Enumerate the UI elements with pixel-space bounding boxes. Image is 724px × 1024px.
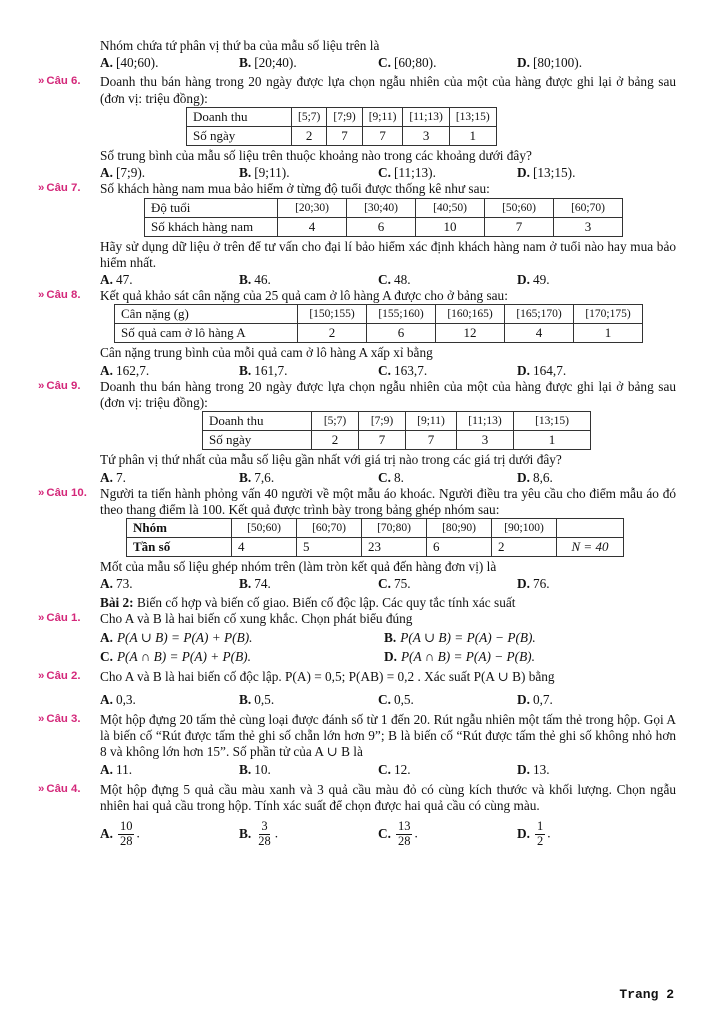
question-text: Người ta tiến hành phỏng vấn 40 người về một mẫu áo khoác. Người điều tra yêu cầu cho điểm mẫu áo đó theo thang điểm là 100. Kết quả được trình bày trong bảng ghép nhóm sau:: [100, 485, 676, 517]
fraction: $\frac{3}{28}$: [258, 819, 271, 848]
question-10: [0, 486, 724, 593]
question-text: Doanh thu bán hàng trong 20 ngày được lựa chọn ngẫu nhiên của một của hàng được ghi lại ở bảng sau (đơn vị: triệu đồng):: [100, 378, 676, 411]
option-d[interactable]: D. P(A ∩ B) = P(A) − P(B).: [384, 649, 535, 665]
table-row: Doanh thu [5;7) [7;9) [9;11) [11;13) [13;15): [187, 107, 497, 126]
option-c[interactable]: C. 8.: [378, 469, 404, 485]
table-row: Số ngày 2 7 7 3 1: [187, 126, 497, 145]
question-label: » Câu 8.: [38, 289, 81, 302]
option-b[interactable]: B. 0,5.: [239, 691, 275, 707]
option-b[interactable]: B. P(A ∪ B) = P(A) − P(B).: [384, 630, 536, 646]
section-question-1: [0, 611, 724, 666]
question-label: » Câu 2.: [38, 670, 81, 683]
section-question-3: [0, 712, 724, 778]
section-question-4: [0, 782, 724, 849]
options: [100, 576, 676, 592]
option-d[interactable]: D. $\frac{1}{2}$ .: [517, 819, 551, 848]
page-number: Trang 2: [619, 987, 674, 1002]
question-label: » Câu 1.: [38, 611, 81, 624]
question-label: » Câu 6.: [38, 75, 81, 88]
question-text: Cho A và B là hai biến cố xung khắc. Chọn phát biểu đúng: [100, 610, 413, 626]
section-question-2: [0, 669, 724, 707]
option-d[interactable]: D. 13.: [517, 761, 550, 777]
option-d[interactable]: D. 76.: [517, 576, 550, 592]
table-row: Số ngày 2 7 7 3 1: [203, 431, 591, 450]
question-label: » Câu 10.: [38, 486, 87, 499]
option-a[interactable]: A. P(A ∪ B) = P(A) + P(B).: [100, 630, 253, 646]
option-a[interactable]: A. 73.: [100, 576, 133, 592]
table-row: Doanh thu [5;7) [7;9) [9;11) [11;13) [13;15): [203, 412, 591, 431]
question-prompt: Cân nặng trung bình của mỗi quả cam ở lô hàng A xấp xỉ bằng: [100, 345, 433, 361]
option-b[interactable]: B. [9;11).: [239, 165, 290, 181]
table-row: Nhóm [50;60) [60;70) [70;80) [80;90) [90;100): [127, 519, 624, 538]
question-prompt: Hãy sử dụng dữ liệu ở trên để tư vấn cho đại lí bảo hiểm xác định khách hàng nam ở tuổi nào hay mua bảo hiểm nhất.: [100, 238, 676, 270]
table-row: Cân nặng (g) [150;155) [155;160) [160;165) [165;170) [170;175): [115, 305, 643, 324]
table-row: Độ tuổi [20;30) [30;40) [40;50) [50;60) [60;70): [145, 198, 623, 217]
option-d[interactable]: D. 49.: [517, 271, 550, 287]
question-6: [0, 74, 724, 181]
table-row: Số khách hàng nam 4 6 10 7 3: [145, 217, 623, 236]
option-a[interactable]: A. 7.: [100, 469, 126, 485]
question-prompt: Số trung bình của mẫu số liệu trên thuộc khoảng nào trong các khoảng dưới đây?: [100, 147, 532, 163]
question-text: Kết quả khảo sát cân nặng của 25 quả cam ở lô hàng A được cho ở bảng sau:: [100, 288, 508, 304]
option-c[interactable]: C. 0,5.: [378, 691, 414, 707]
question-text: Một hộp đựng 5 quả cầu màu xanh và 3 quả cầu màu đỏ có cùng kích thước và khối lượng. Chọn ngẫu nhiên hai quả cầu trong hộp. Tính xác suất để chọn được hai quả cầu có cùng màu.: [100, 781, 676, 813]
fraction: $\frac{10}{28}$: [119, 819, 133, 848]
option-b[interactable]: B. $\frac{3}{28}$ .: [239, 819, 279, 848]
option-d[interactable]: D. 8,6.: [517, 469, 553, 485]
option-d[interactable]: D. [13;15).: [517, 165, 576, 181]
option-b[interactable]: B. 161,7.: [239, 362, 288, 378]
option-a[interactable]: A. 11.: [100, 761, 133, 777]
option-a[interactable]: A. $\frac{10}{28}$ .: [100, 819, 140, 848]
question-text: Doanh thu bán hàng trong 20 ngày được lựa chọn ngẫu nhiên của một của hàng được ghi lại ở bảng sau (đơn vị: triệu đồng):: [100, 74, 676, 106]
question-prompt: Mốt của mẫu số liệu ghép nhóm trên (làm tròn kết quả đến hàng đơn vị) là: [100, 559, 497, 575]
option-b[interactable]: B. 46.: [239, 271, 271, 287]
option-c[interactable]: C. 163,7.: [378, 362, 428, 378]
question-prompt: Tứ phân vị thứ nhất của mẫu số liệu gần nhất với giá trị nào trong các giá trị dưới đây?: [100, 452, 562, 468]
option-a[interactable]: A. 47.: [100, 271, 133, 287]
option-c[interactable]: C. [11;13).: [378, 165, 436, 181]
question-label: » Câu 9.: [38, 379, 81, 392]
page-content: [0, 38, 724, 849]
question-text: Cho A và B là hai biến cố độc lập. P(A) = 0,5; P(AB) = 0,2 . Xác suất P(A ∪ B) bằng: [100, 669, 555, 685]
option-a[interactable]: A. [7;9).: [100, 165, 146, 181]
option-b[interactable]: B. 10.: [239, 761, 271, 777]
option-a[interactable]: A. 0,3.: [100, 691, 136, 707]
question-text: Một hộp đựng 20 tấm thẻ cùng loại được đánh số từ 1 đến 20. Rút ngẫu nhiên một tấm thẻ trong hộp. Gọi A là biến cố “Rút được tấm thẻ ghi số chẵn lớn hơn 9”; B là biến cố “Rút được tấm thẻ ghi số không nhỏ hơn 8 và không lớn hơn 15”. Số phần tử của A ∪ B là: [100, 711, 676, 760]
question-text: Số khách hàng nam mua bảo hiểm ở từng độ tuổi được thống kê như sau:: [100, 181, 490, 197]
option-d[interactable]: D. 0,7.: [517, 691, 553, 707]
options: [100, 692, 676, 708]
options: [100, 762, 676, 778]
fraction: $\frac{13}{28}$: [397, 819, 411, 848]
option-c[interactable]: C. 48.: [378, 271, 411, 287]
option-a[interactable]: A. 162,7.: [100, 362, 150, 378]
section-title: Biến cố hợp và biến cố giao. Biến cố độc lập. Các quy tắc tính xác suất: [133, 594, 516, 610]
options: [100, 165, 676, 181]
question-label: » Câu 4.: [38, 782, 81, 795]
option-d[interactable]: D. [80;100).: [517, 55, 583, 71]
options: [100, 272, 676, 288]
option-c[interactable]: C. 12.: [378, 761, 411, 777]
option-c[interactable]: C. $\frac{13}{28}$ .: [378, 819, 418, 848]
section-heading: [0, 595, 724, 611]
data-table: [144, 198, 623, 237]
intro-options: [100, 55, 676, 71]
data-table: [126, 518, 624, 557]
option-c[interactable]: C. P(A ∩ B) = P(A) + P(B).: [100, 649, 251, 665]
option-a[interactable]: A. [40;60).: [100, 55, 159, 71]
table-row: Tần số 4 5 23 6 2 N = 40: [127, 538, 624, 557]
option-b[interactable]: B. 7,6.: [239, 469, 275, 485]
data-table: [114, 304, 643, 343]
options: [100, 649, 676, 665]
question-9: [0, 379, 724, 486]
option-c[interactable]: C. 75.: [378, 576, 411, 592]
options: [100, 363, 676, 379]
intro-block: [0, 38, 724, 71]
options: [100, 470, 676, 486]
question-label: » Câu 3.: [38, 712, 81, 725]
table-row: Số quả cam ở lô hàng A 2 6 12 4 1: [115, 324, 643, 343]
option-b[interactable]: B. 74.: [239, 576, 271, 592]
data-table: [202, 411, 591, 450]
fraction: $\frac{1}{2}$: [536, 819, 544, 848]
option-b[interactable]: B. [20;40).: [239, 55, 297, 71]
section-number: Bài 2:: [100, 594, 134, 610]
option-d[interactable]: D. 164,7.: [517, 362, 567, 378]
question-8: [0, 288, 724, 379]
data-table: [186, 107, 497, 146]
question-label: » Câu 7.: [38, 182, 81, 195]
options: [100, 630, 676, 646]
options: [100, 820, 676, 849]
intro-text: Nhóm chứa tứ phân vị thứ ba của mẫu số liệu trên là: [100, 38, 380, 53]
question-7: [0, 181, 724, 288]
option-c[interactable]: C. [60;80).: [378, 55, 437, 71]
